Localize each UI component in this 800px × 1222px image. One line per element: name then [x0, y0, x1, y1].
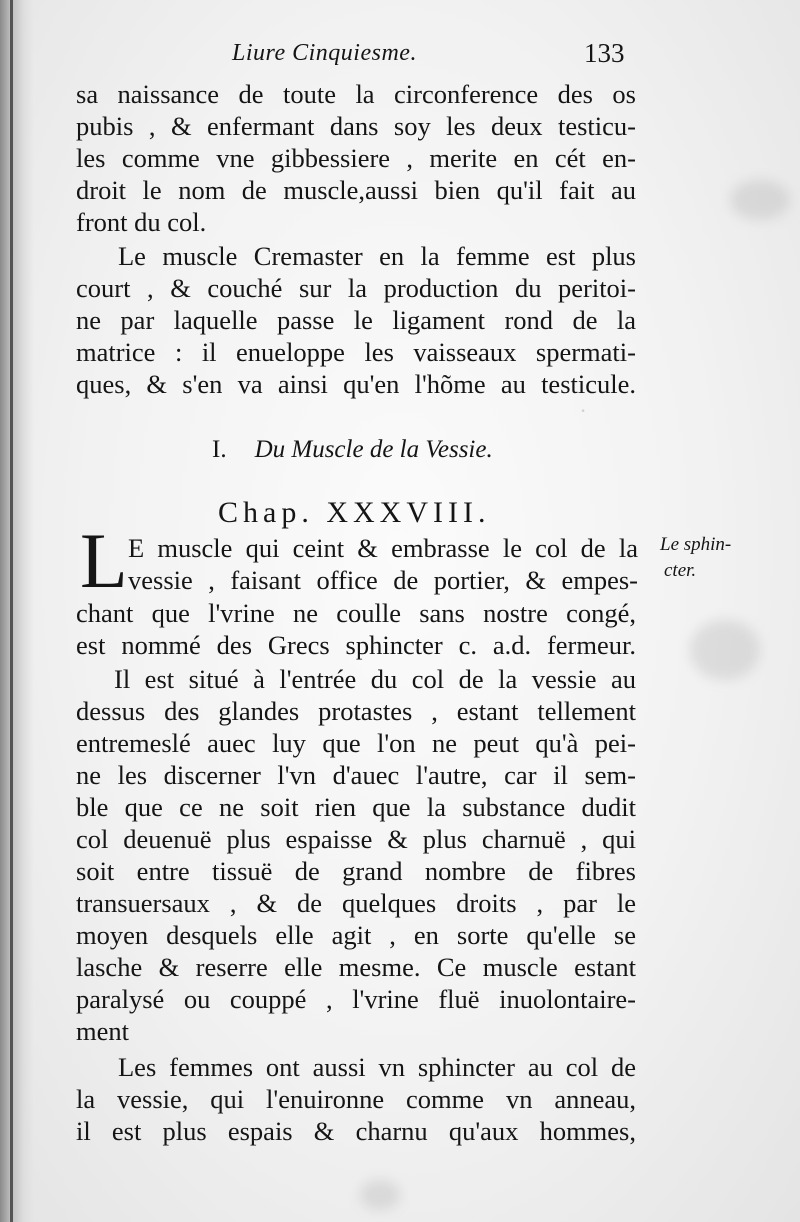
text-line: les comme vne gibbessiere , merite en cét en-: [76, 143, 636, 173]
text-line: la vessie, qui l'enuironne comme vn anneau,: [76, 1084, 636, 1114]
running-title: Liure Cinquiesme.: [232, 40, 417, 66]
text-line: matrice : il enueloppe les vaisseaux spermati-: [76, 337, 636, 367]
text-line: dessus des glandes protastes , estant tellement: [76, 696, 636, 726]
margin-note-line: cter.: [664, 560, 697, 581]
text-line: ne les discerner l'vn d'auec l'autre, car il sem-: [76, 760, 636, 790]
stain: [730, 180, 790, 220]
text-line: ques, & s'en va ainsi qu'en l'hõme au testicule.: [76, 369, 636, 399]
text-line: droit le nom de muscle,aussi bien qu'il fait au: [76, 175, 636, 205]
text-line: Il est situé à l'entrée du col de la vessie au: [114, 664, 636, 694]
section-title: Du Muscle de la Vessie.: [254, 436, 493, 463]
text-line: ble que ce ne soit rien que la substance dudit: [76, 792, 636, 822]
text-line: chant que l'vrine ne coulle sans nostre congé,: [76, 598, 636, 628]
text-line: front du col.: [76, 207, 207, 237]
section-heading: [212, 436, 493, 464]
margin-note-line: Le sphin-: [660, 534, 732, 555]
text-line: est nommé des Grecs sphincter c. a.d. fermeur.: [76, 630, 636, 660]
text-line: moyen desquels elle agit , en sorte qu'elle se: [76, 920, 636, 950]
text-line: entremeslé auec luy que l'on ne peut qu'à pei-: [76, 728, 636, 758]
chapter-heading: [218, 496, 490, 530]
section-number: I.: [212, 436, 227, 463]
text-line: col deuenuë plus espaisse & plus charnuë , qui: [76, 824, 636, 854]
text-line: soit entre tissuë de grand nombre de fibres: [76, 856, 636, 886]
chapter-number: XXXVIII.: [326, 496, 491, 529]
text-line: transuersaux , & de quelques droits , par le: [76, 888, 636, 918]
text-line: il est plus espais & charnu qu'aux hommes,: [76, 1116, 636, 1146]
text-line: paralysé ou couppé , l'vrine fluë inuolontaire-: [76, 984, 636, 1014]
drop-cap: L: [80, 517, 128, 604]
text-line: vessie , faisant office de portier, & empes-: [128, 565, 638, 595]
chapter-prefix: Chap.: [218, 496, 314, 529]
page-number: 133: [584, 38, 625, 68]
text-line: lasche & reserre elle mesme. Ce muscle estant: [76, 952, 636, 982]
text-line: ment: [76, 1016, 129, 1046]
text-line: pubis , & enfermant dans soy les deux testicu-: [76, 111, 636, 141]
stain: [360, 1180, 400, 1210]
binding-edge: [10, 0, 13, 1222]
page-gutter-shadow: [0, 0, 34, 1222]
text-line: Les femmes ont aussi vn sphincter au col de: [118, 1052, 636, 1082]
text-line: Le muscle Cremaster en la femme est plus: [118, 241, 636, 271]
text-line: E muscle qui ceint & embrasse le col de la: [128, 533, 638, 563]
stain: [690, 620, 760, 680]
text-line: ne par laquelle passe le ligament rond de la: [76, 305, 636, 335]
text-line: court , & couché sur la production du peritoi-: [76, 273, 636, 303]
bleed-through: ·: [580, 398, 586, 423]
text-line: sa naissance de toute la circonference des os: [76, 79, 636, 109]
